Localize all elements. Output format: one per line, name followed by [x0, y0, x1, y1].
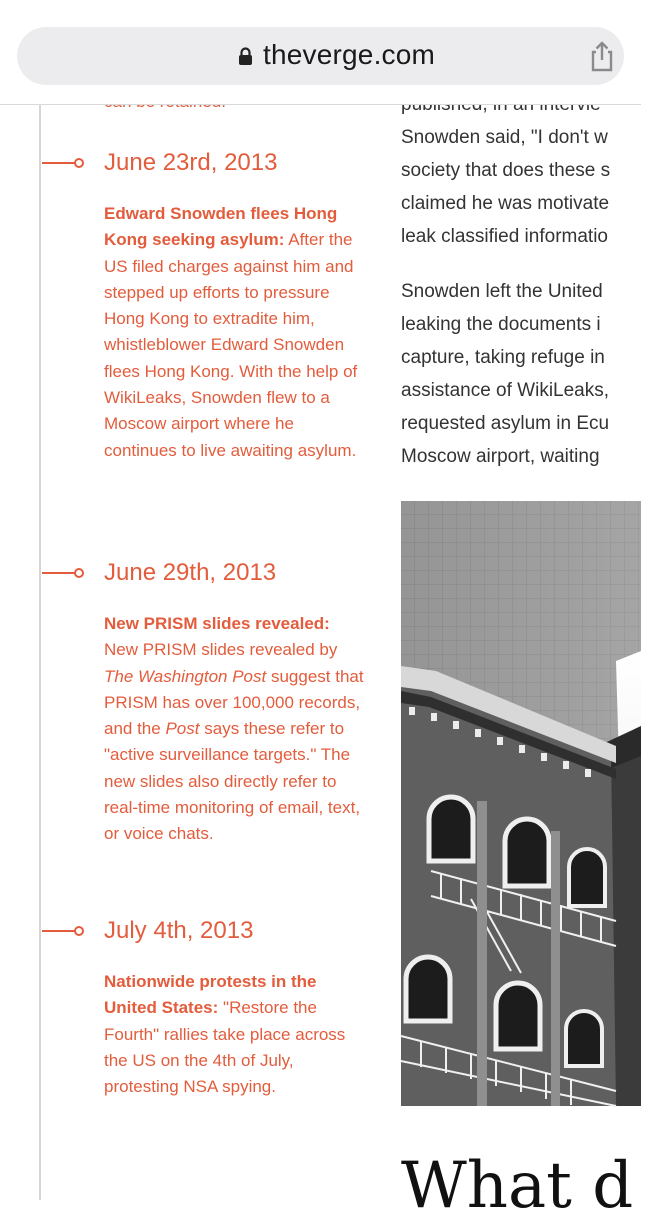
timeline-headline: Edward Snowden flees Hong Kong seeking asylum: [104, 204, 338, 250]
article-line: leak classified informatio [401, 226, 608, 247]
timeline-text: New PRISM slides revealed by [104, 640, 338, 660]
timeline-marker-icon [42, 157, 84, 169]
address-bar[interactable] [17, 27, 624, 85]
timeline-marker-icon [42, 925, 84, 937]
timeline-headline: New PRISM slides revealed: [104, 614, 330, 633]
timeline-date: July 4th, 2013 [104, 917, 254, 944]
article-line: assistance of WikiLeaks, [401, 380, 610, 401]
timeline-entry [104, 148, 364, 464]
browser-top-bar [0, 0, 641, 105]
article-line: Moscow airport, waiting [401, 446, 600, 467]
url-text[interactable]: theverge.com [263, 39, 436, 70]
article-line: leaking the documents i [401, 314, 601, 335]
timeline-marker-icon [42, 567, 84, 579]
timeline-date: June 29th, 2013 [104, 559, 277, 586]
page-content [0, 105, 641, 1223]
article-line: Snowden said, "I don't w [401, 127, 608, 148]
timeline-date: June 23rd, 2013 [104, 149, 278, 176]
article-line: Snowden left the United [401, 281, 603, 302]
timeline-body [104, 969, 364, 1100]
article-line: capture, taking refuge in [401, 347, 605, 368]
article-headline: What d [401, 1149, 634, 1223]
timeline-text: suggest that PRISM has over 100,000 records, and the [104, 666, 364, 739]
timeline-headline: Nationwide protests in the United States: [104, 972, 317, 1018]
timeline-text: After the US filed charges against him and stepped up efforts to pressure Hong Kong to extradite him, whistleblower Edward Snowden flees Hong Kong. With the help of WikiLeaks, Snowden flew to a Moscow airport where he continues to live awaiting asylum. [104, 230, 358, 460]
publication-name: The Washington Post [104, 666, 267, 686]
timeline-entry [104, 558, 364, 848]
timeline-line [39, 105, 41, 1200]
article-line: society that does these s [401, 160, 611, 181]
timeline-text: "Restore the Fourth" rallies take place across the US on the 4th of July, protesting NSA spying. [104, 998, 346, 1097]
article-photo [401, 501, 641, 1106]
timeline-body [104, 201, 364, 464]
article-line: requested asylum in Ecu [401, 413, 610, 434]
article-line: claimed he was motivate [401, 193, 610, 214]
share-icon[interactable] [587, 40, 617, 72]
lock-icon [238, 47, 253, 65]
timeline-entry [104, 916, 364, 1100]
publication-name: Post [165, 719, 200, 739]
timeline-text: says these refer to "active surveillance targets." The new slides also directly refer to real-time monitoring of email, text, or voice chats. [104, 719, 361, 844]
timeline-body [104, 611, 364, 848]
